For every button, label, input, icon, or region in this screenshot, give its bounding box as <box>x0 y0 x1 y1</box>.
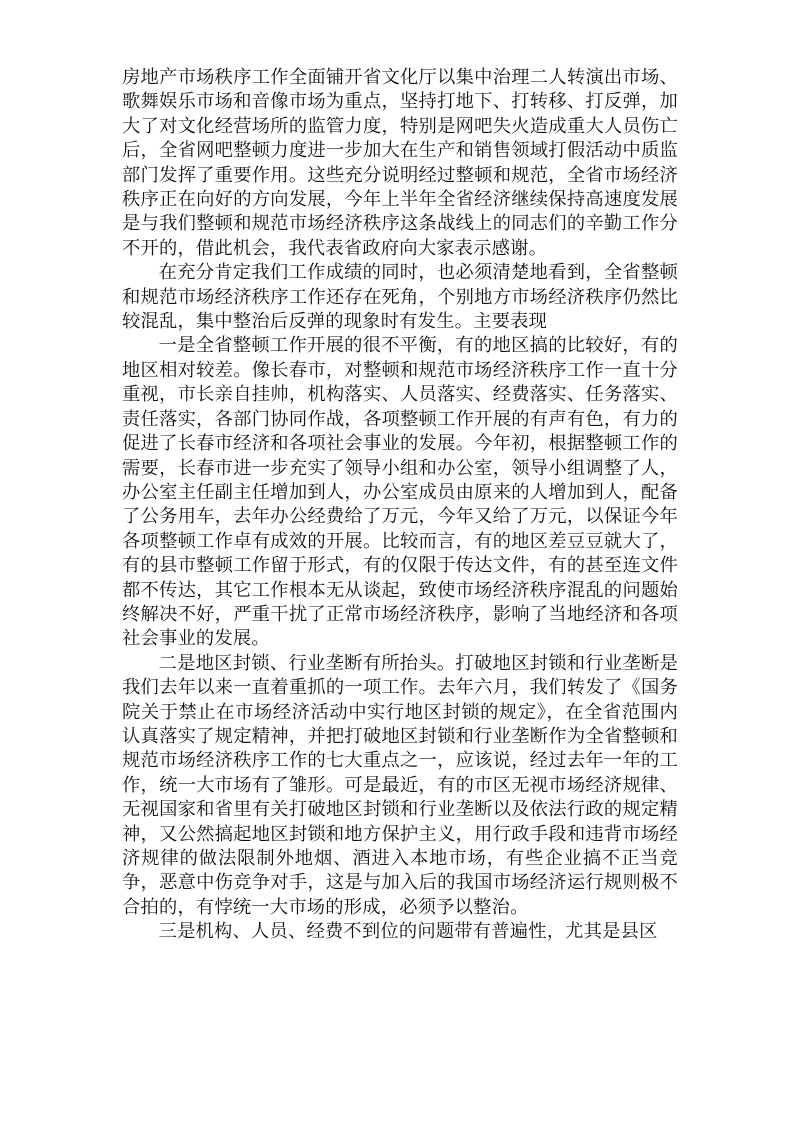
paragraph-continuation: 房地产市场秩序工作全面铺开省文化厅以集中治理二人转演出市场、歌舞娱乐市场和音像市场为重点，坚持打地下、打转移、打反弹，加大了对文化经营场所的监管力度，特别是网吧失火造成重大人员伤亡后，全省网吧整顿力度进一步加大在生产和销售领域打假活动中质监部门发挥了重要作用。这些充分说明经过整顿和规范，全省市场经济秩序正在向好的方向发展，今年上半年全省经济继续保持高速度发展是与我们整顿和规范市场经济秩序这条战线上的同志们的辛勤工作分不开的，借此机会，我代表省政府向大家表示感谢。 <box>122 67 678 259</box>
paragraph-point-two: 二是地区封锁、行业垄断有所抬头。打破地区封锁和行业垄断是我们去年以来一直着重抓的一项工作。去年六月，我们转发了《国务院关于禁止在市场经济活动中实行地区封锁的规定》，在全省范围内认真落实了规定精神，并把打破地区封锁和行业垄断作为全省整顿和规范市场经济秩序工作的七大重点之一，应该说，经过去年一年的工作，统一大市场有了雏形。可是最近，有的市区无视市场经济规律、无视国家和省里有关打破地区封锁和行业垄断以及依法行政的规定精神，又公然搞起地区封锁和地方保护主义，用行政手段和违背市场经济规律的做法限制外地烟、酒进入本地市场，有些企业搞不正当竞争，恶意中伤竞争对手，这是与加入后的我国市场经济运行规则极不合拍的，有悖统一大市场的形成，必须予以整治。 <box>122 652 678 918</box>
paragraph-achievements-and-problems: 在充分肯定我们工作成绩的同时，也必须清楚地看到，全省整顿和规范市场经济秩序工作还存在死角，个别地方市场经济秩序仍然比较混乱，集中整治后反弹的现象时有发生。主要表现 <box>122 262 678 333</box>
paragraph-point-one: 一是全省整顿工作开展的很不平衡，有的地区搞的比较好，有的地区相对较差。像长春市，对整顿和规范市场经济秩序工作一直十分重视，市长亲自挂帅，机构落实、人员落实、经费落实、任务落实、责任落实，各部门协同作战，各项整顿工作开展的有声有色，有力的促进了长春市经济和各项社会事业的发展。今年初，根据整顿工作的需要，长春市进一步充实了领导小组和办公室，领导小组调整了人，办公室主任副主任增加到人，办公室成员由原来的人增加到人，配备了公务用车，去年办公经费给了万元，今年又给了万元，以保证今年各项整顿工作卓有成效的开展。比较而言，有的地区差豆豆就大了，有的县市整顿工作留于形式，有的仅限于传达文件，有的甚至连文件都不传达，其它工作根本无从谈起，致使市场经济秩序混乱的问题始终解决不好，严重干扰了正常市场经济秩序，影响了当地经济和各项社会事业的发展。 <box>122 335 678 650</box>
document-body <box>122 66 678 945</box>
paragraph-point-three: 三是机构、人员、经费不到位的问题带有普遍性，尤其是县区 <box>158 921 658 943</box>
